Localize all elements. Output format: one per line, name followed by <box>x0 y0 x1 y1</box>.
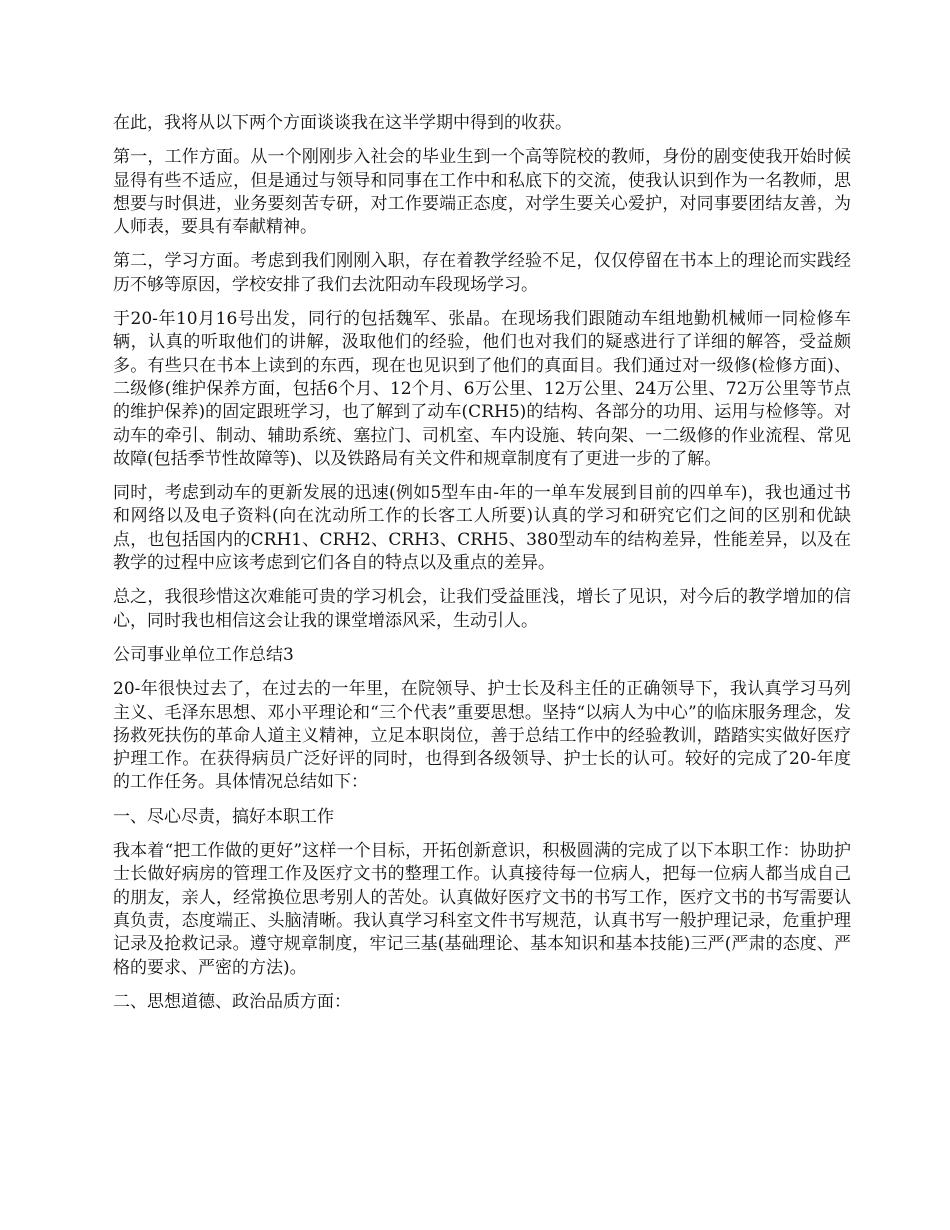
paragraph-conclusion: 总之，我很珍惜这次难能可贵的学习机会，让我们受益匪浅，增长了见识，对今后的教学增加的信心，同时我也相信这会让我的课堂增添风采，生动引人。 <box>113 587 851 631</box>
paragraph-duty-details: 我本着“把工作做的更好”这样一个目标，开拓创新意识，积极圆满的完成了以下本职工作：协助护士长做好病房的管理工作及医疗文书的整理工作。认真接待每一位病人，把每一位病人都当成自己的朋友，亲人，经常换位思考别人的苦处。认真做好医疗文书的书写工作，医疗文书的书写需要认真负责，态度端正、头脑清晰。我认真学习科室文件书写规范，认真书写一般护理记录，危重护理记录及抢救记录。遵守规章制度，牢记三基(基础理论、基本知识和基本技能)三严(严肃的态度、严格的要求、严密的方法)。 <box>113 841 851 978</box>
paragraph-study: 第二，学习方面。考虑到我们刚刚入职，存在着教学经验不足，仅仅停留在书本上的理论而实践经历不够等原因，学校安排了我们去沈阳动车段现场学习。 <box>113 251 851 295</box>
paragraph-year-review: 20-年很快过去了，在过去的一年里，在院领导、护士长及科主任的正确领导下，我认真学习马列主义、毛泽东思想、邓小平理论和“三个代表”重要思想。坚持“以病人为中心”的临床服务理念，发扬救死扶伤的革命人道主义精神，立足本职岗位，善于总结工作中的经验教训，踏踏实实做好医疗护理工作。在获得病员广泛好评的同时，也得到各级领导、护士长的认可。较好的完成了20-年度的工作任务。具体情况总结如下： <box>113 679 851 793</box>
paragraph-work: 第一，工作方面。从一个刚刚步入社会的毕业生到一个高等院校的教师，身份的剧变使我开始时候显得有些不适应，但是通过与领导和同事在工作中和私底下的交流，使我认识到作为一名教师，思想要与时俱进，业务要刻苦专研，对工作要端正态度，对学生要关心爱护，对同事要团结友善，为人师表，要具有奉献精神。 <box>113 147 851 238</box>
document-page <box>113 112 851 1025</box>
subheading-morality: 二、思想道德、政治品质方面： <box>113 991 351 1012</box>
subheading-duty: 一、尽心尽责，搞好本职工作 <box>113 806 334 827</box>
section-heading-summary-3: 公司事业单位工作总结3 <box>113 644 294 665</box>
paragraph-research: 同时，考虑到动车的更新发展的迅速(例如5型车由-年的一单车发展到目前的四单车)，我也通过书和网络以及电子资料(向在沈动所工作的长客工人所要)认真的学习和研究它们之间的区别和优缺点，也包括国内的CRH1、CRH2、CRH3、CRH5、380型动车的结构差异，性能差异，以及在教学的过程中应该考虑到它们各自的特点以及重点的差异。 <box>113 483 851 574</box>
paragraph-field-trip: 于20-年10月16号出发，同行的包括魏军、张晶。在现场我们跟随动车组地勤机械师一同检修车辆，认真的听取他们的讲解，汲取他们的经验，他们也对我们的疑惑进行了详细的解答，受益颇多。有些只在书本上读到的东西，现在也见识到了他们的真面目。我们通过对一级修(检修方面)、二级修(维护保养方面，包括6个月、12个月、6万公里、12万公里、24万公里、72万公里等节点的维护保养)的固定跟班学习，也了解到了动车(CRH5)的结构、各部分的功用、运用与检修等。对动车的牵引、制动、辅助系统、塞拉门、司机室、车内设施、转向架、一二级修的作业流程、常见故障(包括季节性故障等)、以及铁路局有关文件和规章制度有了更进一步的了解。 <box>113 309 851 469</box>
paragraph-intro: 在此，我将从以下两个方面谈谈我在这半学期中得到的收获。 <box>113 113 572 133</box>
